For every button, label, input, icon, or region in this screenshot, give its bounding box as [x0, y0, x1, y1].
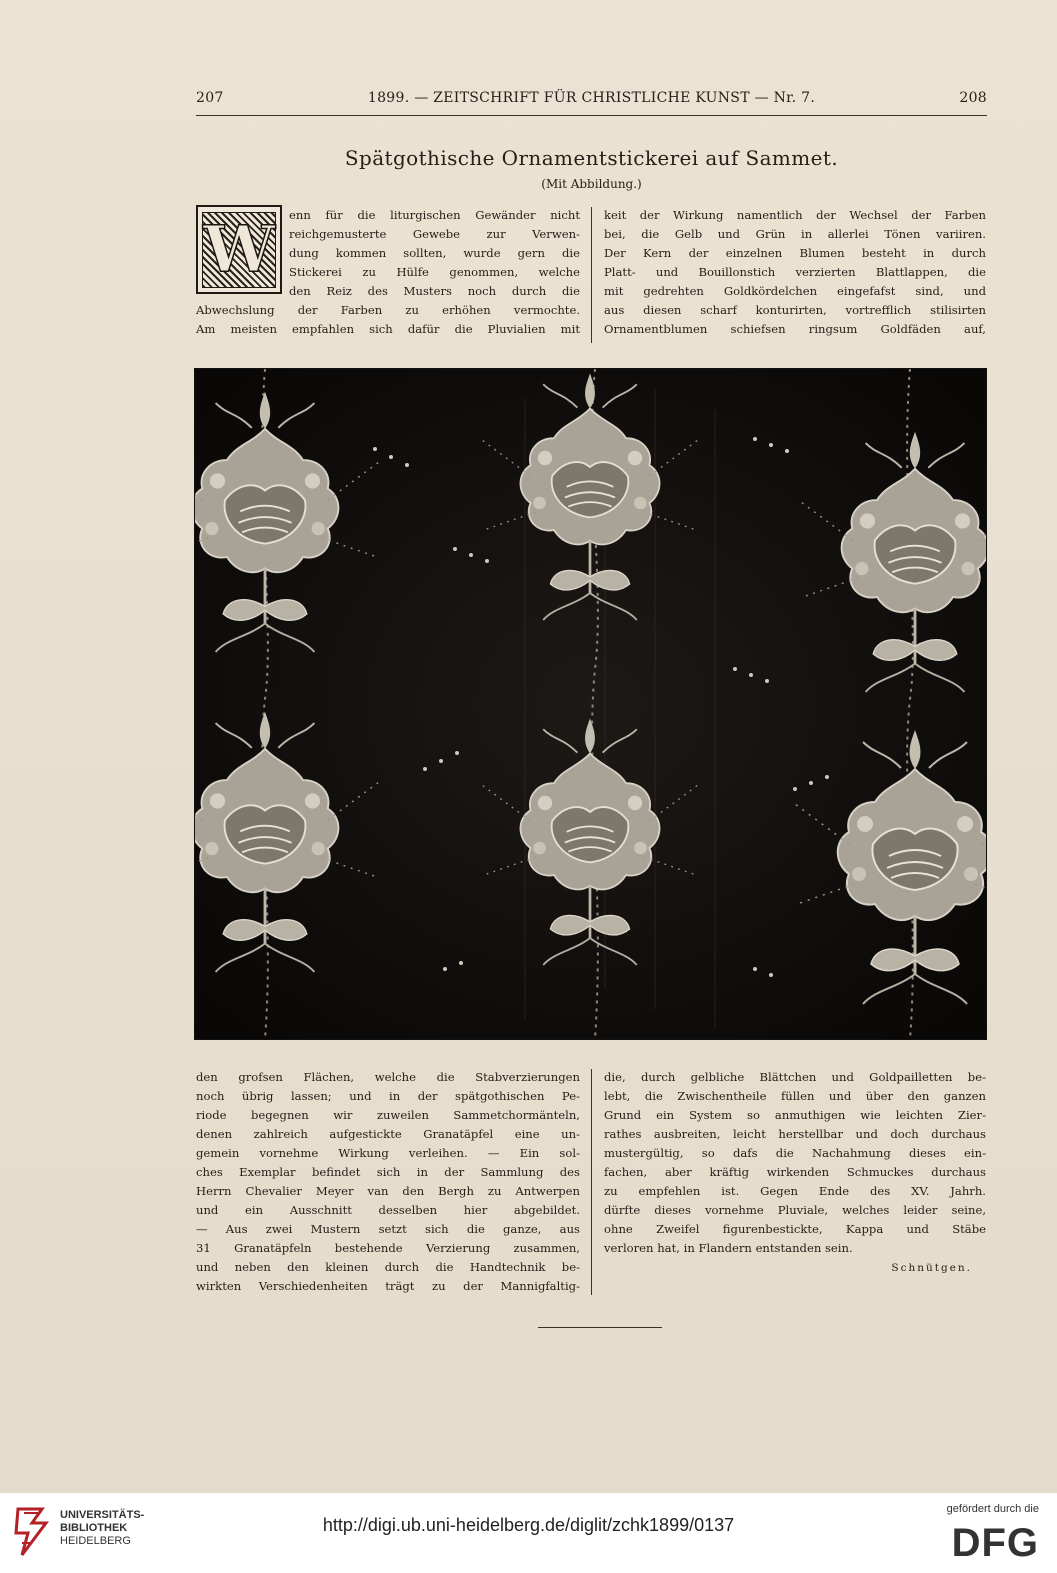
text-line: die, durch gelbliche Blättchen und Goldpailletten be-	[604, 1070, 986, 1084]
author-signature: Schnütgen.	[891, 1262, 972, 1274]
library-line: BIBLIOTHEK	[60, 1522, 128, 1534]
intro-left-lower	[196, 301, 580, 339]
body-right	[604, 1068, 986, 1258]
text-line: keit der Wirkung namentlich der Wechsel der Farben	[604, 208, 986, 222]
decorated-initial	[196, 205, 282, 294]
text-line: ches Exemplar befindet sich in der Sammlung des	[196, 1165, 580, 1179]
text-line: aus diesen scharf konturirten, vortrefflich stilisirten	[604, 303, 986, 317]
embroidery-photograph	[194, 368, 987, 1040]
text-line: bei, die Gelb und Grün in allerlei Tönen variiren.	[604, 227, 986, 241]
text-line: ohne Zweifel figurenbestickte, Kappa und Stäbe	[604, 1222, 986, 1236]
embroidery-illustration	[195, 369, 986, 1039]
library-line: HEIDELBERG	[60, 1535, 131, 1547]
text-line: den Reiz des Musters noch durch die	[289, 284, 580, 298]
intro-right	[604, 206, 986, 339]
intro-left-upper	[289, 206, 580, 301]
text-line: Der Kern der einzelnen Blumen besteht in durch	[604, 246, 986, 260]
page-number-left: 207	[196, 90, 224, 106]
funding-caption: gefördert durch die	[946, 1503, 1039, 1515]
text-line: 31 Granatäpfeln bestehende Verzierung zusammen,	[196, 1241, 580, 1255]
text-line: gemein vornehme Wirkung verleihen. — Ein sol-	[196, 1146, 580, 1160]
text-line: lebt, die Zwischentheile füllen und über den ganzen	[604, 1089, 986, 1103]
header-rule	[196, 115, 987, 116]
text-line: denen zahlreich aufgestickte Granatäpfel eine un-	[196, 1127, 580, 1141]
text-line: zu empfehlen ist. Gegen Ende des XV. Jahrh.	[604, 1184, 986, 1198]
digitization-footer	[0, 1493, 1057, 1573]
text-line: und neben den kleinen durch die Handtechnik be-	[196, 1260, 580, 1274]
dfg-logo: DFG	[951, 1521, 1039, 1565]
end-rule	[538, 1327, 662, 1328]
article-title: Spätgothische Ornamentstickerei auf Sammet.	[344, 146, 839, 170]
initial-frame	[202, 212, 276, 288]
text-line: Ornamentblumen schiefsen ringsum Goldfäden auf,	[604, 322, 986, 336]
initial-letter: W	[203, 211, 275, 287]
text-line: Abwechslung der Farben zu erhöhen vermochte.	[196, 303, 580, 317]
text-line: verloren hat, in Flandern entstanden sein.	[604, 1241, 853, 1255]
column-divider	[591, 207, 592, 343]
text-line: reichgemusterte Gewebe zur Verwen-	[289, 227, 580, 241]
text-line: Grund ein System so anmuthigen wie leichten Zier-	[604, 1108, 986, 1122]
text-line: den grofsen Flächen, welche die Stabverzierungen	[196, 1070, 580, 1084]
text-line: Herrn Chevalier Meyer van den Bergh zu Antwerpen	[196, 1184, 580, 1198]
article-subtitle: (Mit Abbildung.)	[541, 177, 642, 191]
text-line: noch übrig lassen; und in der spätgothischen Pe-	[196, 1089, 580, 1103]
body-left	[196, 1068, 580, 1296]
text-line: — Aus zwei Mustern setzt sich die ganze, aus	[196, 1222, 580, 1236]
text-line: wirkten Verschiedenheiten trägt zu der Mannigfaltig-	[196, 1279, 580, 1293]
column-divider	[591, 1069, 592, 1295]
text-line: rathes ausbreiten, leicht herstellbar und doch durchaus	[604, 1127, 986, 1141]
text-line: mustergültig, so dafs die Nachahmung dieses ein-	[604, 1146, 986, 1160]
source-url-link[interactable]: http://digi.ub.uni-heidelberg.de/diglit/zchk1899/0137	[322, 1515, 735, 1535]
text-line: mit gedrehten Goldkördelchen eingefafst sind, und	[604, 284, 986, 298]
text-line: Am meisten empfahlen sich dafür die Pluvialien mit	[196, 322, 580, 336]
text-line: dung kommen sollten, wurde gern die	[289, 246, 580, 260]
page-number-right: 208	[959, 90, 987, 106]
text-line: dürfte dieses vornehme Pluviale, welches leider seine,	[604, 1203, 986, 1217]
text-line: fachen, aber kräftig wirkenden Schmuckes durchaus	[604, 1165, 986, 1179]
text-line: Stickerei zu Hülfe genommen, welche	[289, 265, 580, 279]
text-line: enn für die liturgischen Gewänder nicht	[289, 208, 580, 222]
text-line: Platt- und Bouillonstich verzierten Blattlappen, die	[604, 265, 986, 279]
running-header	[196, 90, 987, 112]
text-line: und ein Ausschnitt desselben hier abgebildet.	[196, 1203, 580, 1217]
journal-title: 1899. — ZEITSCHRIFT FÜR CHRISTLICHE KUNST — Nr. 7.	[367, 90, 816, 106]
library-line: UNIVERSITÄTS-	[60, 1509, 145, 1521]
text-line: riode begegnen wir zuweilen Sammetchormänteln,	[196, 1108, 580, 1122]
